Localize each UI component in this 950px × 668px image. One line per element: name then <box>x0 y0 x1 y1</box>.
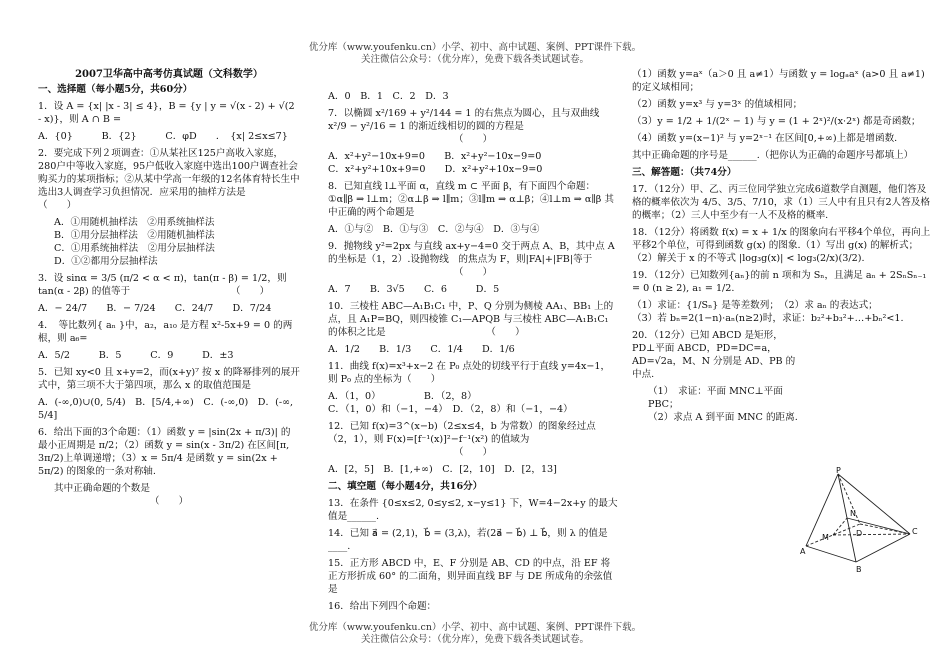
question-18: 18．（12分）将函数 f(x) = x + 1/x 的图象向右平移4个单位，再向上平移2个单位，可得到函数 g(x) 的图象.（1）写出 g(x) 的解析式；（2）解关于 x 的不等式 |log₃g(x)| < log₃(2/x)(3/2). <box>632 227 931 264</box>
question-14: 14．已知 a⃗ = (2,1)，b⃗ = (3,λ)，若(2a⃗ − b⃗) ⊥ b⃗，则 λ 的值是____. <box>328 528 608 552</box>
question-6-options: A．0 B．1 C．2 D．3 <box>328 91 449 102</box>
question-12-bracket: （ ） <box>453 447 493 458</box>
label-n: N <box>850 509 856 518</box>
question-3-options: A．− 24/7 B．− 7/24 C．24/7 D．7/24 <box>38 303 272 314</box>
question-13: 13．在条件 {0≤x≤2, 0≤y≤2, x−y≤1} 下，W=4−2x+y 的最大值是______. <box>328 498 618 522</box>
footer-line-2: 关注微信公众号：（优分库），免费下载各类试题试卷。 <box>360 634 589 645</box>
question-19-part-3: （3）若 bₙ=2(1−n)·aₙ(n≥2)时，求证：b₂²+b₃²+…+bₙ²<1. <box>632 313 904 324</box>
question-11-options-ab: A．（1，0） B．（2，8） <box>328 391 477 402</box>
edge-ab <box>806 546 856 562</box>
question-10-options: A．1/2 B．1/3 C．1/4 D．1/6 <box>328 344 515 355</box>
question-5-options: A．(-∞,0)∪(0, 5/4) B．[5/4,+∞) C．(-∞,0) D．(-∞, 5/4] <box>38 397 294 421</box>
column-middle <box>328 90 618 617</box>
page-header <box>0 42 950 66</box>
question-7-options-ab: A．x²+y²−10x+9=0 B．x²+y²−10x−9=0 <box>328 151 542 162</box>
question-20: 20．（12分）已知 ABCD 是矩形，PD⊥平面 ABCD，PD=DC=a，AD=√2a，M、N 分别是 AD、PB 的中点. <box>632 330 796 380</box>
question-6-bracket: （ ） <box>149 496 189 507</box>
label-c: C <box>912 527 918 536</box>
question-19-parts: （1）求证：{1/Sₙ} 是等差数列； （2）求 aₙ 的表达式； <box>632 300 878 311</box>
question-6: 6．给出下面的3个命题：（1）函数 y = |sin(2x + π/3)| 的最小正周期是 π/2；（2）函数 y = sin(x - 3π/2) 在区间[π, 3π/2)上单调递增；（3）x = 5π/4 是函数 y = sin(2x + 5π/2) 的图象的一条对称轴. <box>38 427 291 477</box>
question-19: 19．（12分）已知数列{aₙ}的前 n 项和为 Sₙ，且满足 aₙ + 2SₙSₙ₋₁ = 0 (n ≥ 2), a₁ = 1/2. <box>632 270 927 294</box>
question-8-propositions: ①α∥β ⇒ l⊥m；②α⊥β ⇒ l∥m；③l∥m ⇒ α⊥β；④l⊥m ⇒ α∥β 其中正确的两个命题是 <box>328 194 614 218</box>
question-2-option-a: A．①用随机抽样法 ②用系统抽样法 <box>54 217 215 228</box>
label-p: P <box>836 466 841 475</box>
question-7-options-cd: C．x²+y²+10x+9=0 D．x²+y²+10x−9=0 <box>328 164 543 175</box>
question-17: 17．（12分）甲、乙、丙三位同学独立完成6道数学自测题，他们答及格的概率依次为 4/5、3/5、7/10，求（1）三人中有且只有2人答及格的概率；（2）三人中至少有一人不及格的概率. <box>632 184 930 221</box>
question-3: 3．设 sinα = 3/5 (π/2 < α < π)，tan(π - β) = 1/2，则 tan(α - 2β) 的值等于 （ ） <box>38 273 287 297</box>
question-9-bracket: （ ） <box>453 267 493 278</box>
edge-mc <box>833 534 910 535</box>
question-2-option-b: B．①用分层抽样法 ②用随机抽样法 <box>54 230 215 241</box>
prop-16-3: （3）y = 1/2 + 1/(2ˣ − 1) 与 y = (1 + 2ˣ)²/(x·2ˣ) 都是奇函数； <box>632 116 921 127</box>
exam-title: 2007卫华高中高考仿真试题（文科数学） <box>75 69 263 80</box>
column-right <box>632 68 932 428</box>
header-line-1: 优分库（www.youfenku.cn）小学、初中、高中试题、案例、PPT课件下载。 <box>308 42 642 53</box>
question-12-options: A．[2，5] B．[1,+∞) C．[2，10] D．[2，13] <box>328 464 557 475</box>
edge-pd <box>838 474 860 524</box>
question-9: 9．抛物线 y²=2px 与直线 ax+y−4=0 交于两点 A、B，其中点 A 的坐标是（1，2）.设抛物线 的焦点为 F，则|FA|+|FB|等于 <box>328 241 615 265</box>
question-1: 1．设 A = {x| |x - 3| ≤ 4}，B = {y | y = √(x - 2) + √(2 - x)}，则 A ∩ B = <box>38 101 295 125</box>
question-2-option-c: C．①用系统抽样法 ②用分层抽样法 <box>54 243 215 254</box>
column-left <box>38 68 300 512</box>
question-8-options: A．①与② B．①与③ C．②与④ D．③与④ <box>328 224 540 235</box>
label-a: A <box>800 547 806 556</box>
question-15: 15．正方形 ABCD 中，E、F 分别是 AB、CD 的中点，沿 EF 将正方形折成 60° 的二面角，则异面直线 BF 与 DE 所成角的余弦值是 <box>328 558 613 595</box>
question-2-option-d: D．①②都用分层抽样法 <box>54 256 158 267</box>
label-b: B <box>856 565 862 574</box>
pyramid-figure <box>800 466 925 574</box>
question-6-tail: 其中正确命题的个数是 <box>54 483 150 494</box>
question-2: 2．要完成下列２项调查：①从某社区125户高收入家庭，280户中等收入家庭，95户低收入家庭中选出100户调查社会购买力的某项指标；②从某中学高一年级的12名体育特长生中选出3人调查学习负担情况．应采用的抽样方法是 （ ） <box>38 148 300 211</box>
edge-bc <box>856 534 910 562</box>
question-20-part-2: （2）求点 A 到平面 MNC 的距离. <box>648 412 798 423</box>
section-fill-title: 二、填空题（每小题4分，共16分） <box>328 481 483 492</box>
question-1-options: A．{0} B．{2} C．φD ． {x| 2≤x≤7} <box>38 131 288 142</box>
question-7-bracket: （ ） <box>453 134 493 145</box>
question-7: 7．以椭圆 x²/169 + y²/144 = 1 的右焦点为圆心，且与双曲线 x²/9 − y²/16 = 1 的渐近线相切的圆的方程是 <box>328 108 600 132</box>
question-4-options: A．5/2 B．5 C．9 D．±3 <box>38 350 234 361</box>
section-choice-title: 一、选择题（每小题5分，共60分） <box>38 84 193 95</box>
footer-line-1: 优分库（www.youfenku.cn）小学、初中、高中试题、案例、PPT课件下载。 <box>308 622 642 633</box>
page-footer <box>0 622 950 646</box>
question-20-part-1: （1） 求证：平面 MNC⊥平面 PBC； <box>648 386 783 410</box>
question-5: 5．已知 xy<0 且 x+y=2，而(x+y)⁷ 按 x 的降幂排列的展开式中，第三项不大于第四项，那么 x 的取值范围是 <box>38 367 300 391</box>
prop-16-1: （1）函数 y=aˣ（a＞0 且 a≠1）与函数 y = logₐaˣ (a>0 且 a≠1) 的定义域相同； <box>632 69 925 93</box>
question-9-options: A．7 B．3√5 C．6 D．5 <box>328 284 500 295</box>
prop-16-2: （2）函数 y=x³ 与 y=3ˣ 的值域相同； <box>632 99 803 110</box>
prop-16-4: （4）函数 y=(x−1)² 与 y=2ˣ⁻¹ 在区间[0,+∞)上都是增函数. <box>632 133 898 144</box>
question-8: 8．已知直线 l⊥平面 α，直线 m ⊂ 平面 β，有下面四个命题： <box>328 181 596 192</box>
section-answer-title: 三、解答题：（共74分） <box>632 167 737 178</box>
label-d: D <box>856 529 863 538</box>
question-10: 10．三棱柱 ABC—A₁B₁C₁ 中，P、Q 分别为侧棱 AA₁、BB₁ 上的点，且 A₁P=BQ，则四棱锥 C₁—APQB 与三棱柱 ABC—A₁B₁C₁ 的体积之比是 （ ） <box>328 301 614 338</box>
question-16: 16．给出下列四个命题： <box>328 601 437 612</box>
header-line-2: 关注微信公众号：（优分库），免费下载各类试题试卷。 <box>360 54 589 65</box>
question-12: 12．已知 f(x)=3^(x−b)（2≤x≤4，b 为常数）的图象经过点（2，1），则 F(x)=[f⁻¹(x)]²−f⁻¹(x²) 的值域为 <box>328 421 596 445</box>
label-m: M <box>822 533 829 542</box>
question-4: 4． 等比数列{ aₙ }中，a₂，a₁₀ 是方程 x²-5x+9 = 0 的两根，则 a₆= <box>38 320 293 344</box>
question-16-tail: 其中正确命题的序号是______.（把你认为正确的命题序号都填上） <box>632 150 914 161</box>
question-11-options-cd: C．（1，0）和（−1，−4） D．（2，8）和（−1，−4） <box>328 404 573 415</box>
question-11: 11．曲线 f(x)=x³+x−2 在 P₀ 点处的切线平行于直线 y=4x−1，则 P₀ 点的坐标为（ ） <box>328 361 611 385</box>
